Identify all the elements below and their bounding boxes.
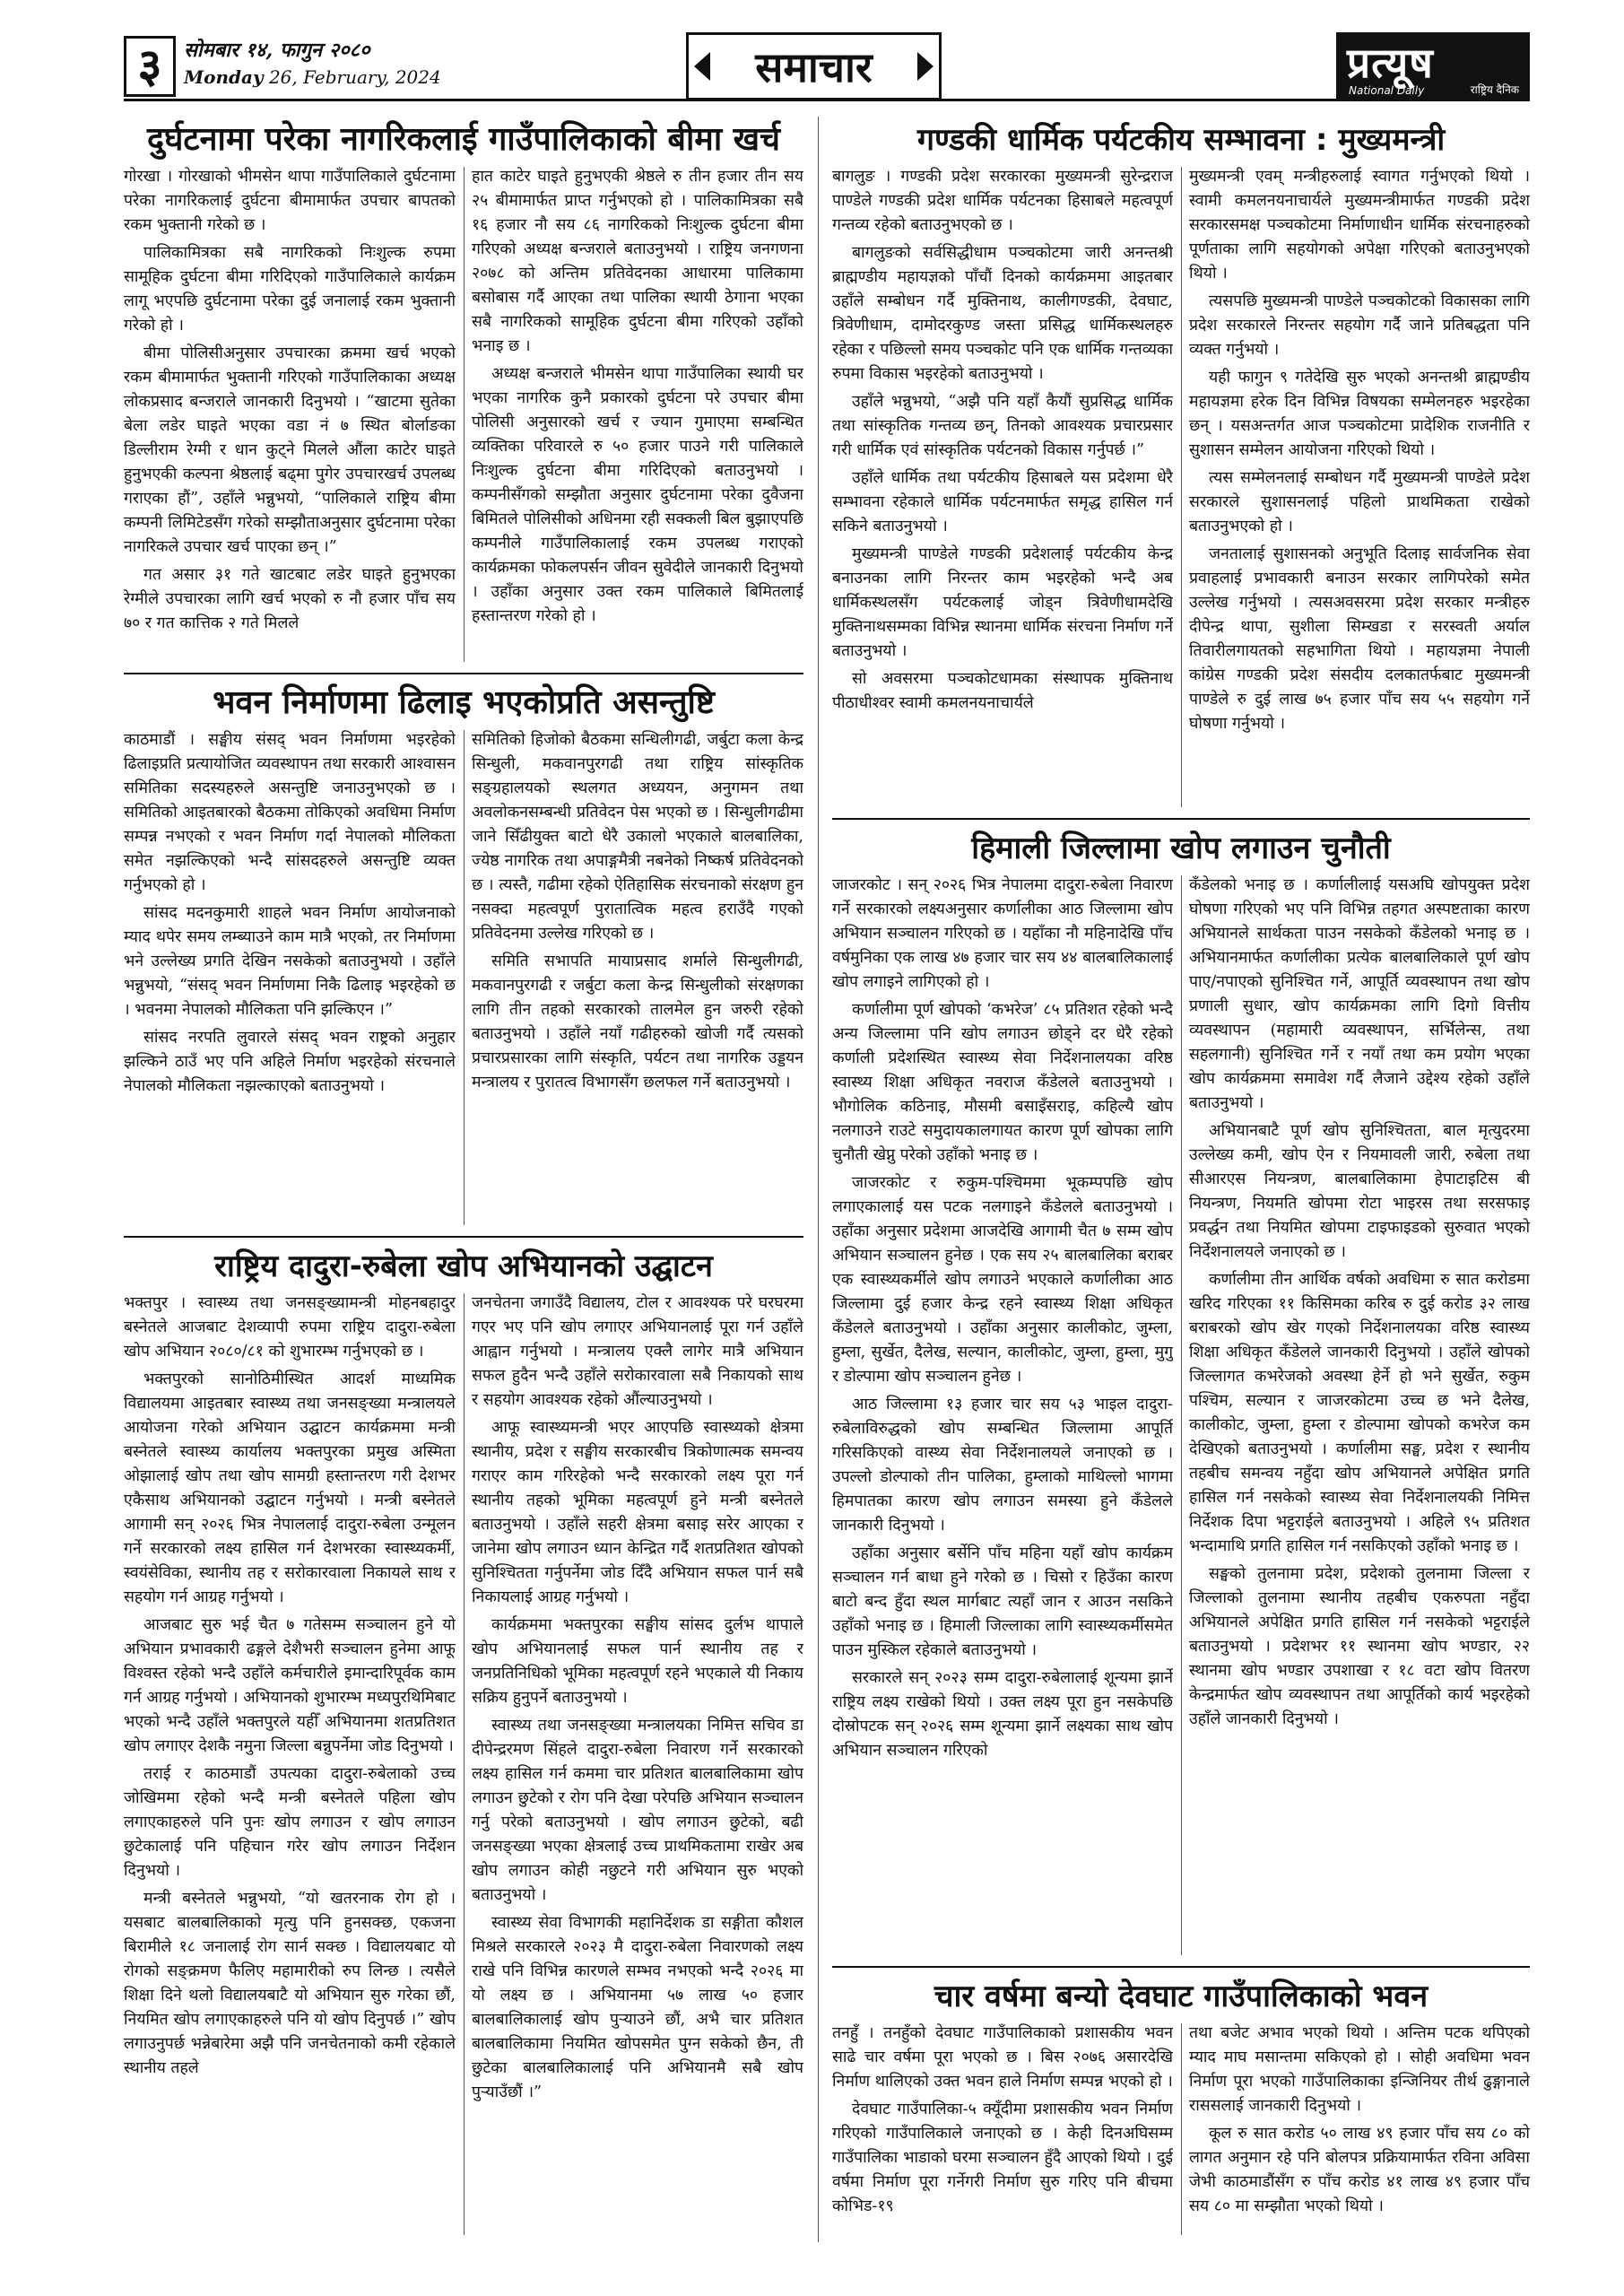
- paragraph: देवघाट गाउँपालिका-५ क्यूँदीमा प्रशासकीय भवन निर्माण गरिएको गाउँपालिकाले जनाएको छ । केही दिनअघिसम्म गाउँपालिका भाडाको घरमा सञ्चालन हुँदै आएको थियो । दुई वर्षमा निर्माण पूरा गर्नेगरी निर्माण सुरु गरिए पनि बीचमा कोभिड-१९: [832, 2100, 1173, 2215]
- gandaki-column-2: [1189, 165, 1530, 811]
- paragraph: बागलुङको सर्वसिद्धीधाम पञ्चकोटमा जारी अनन्तश्री ब्राह्मण्डीय महायज्ञको पाँचौं दिनको कार्यक्रममा आइतबार उहाँले सम्बोधन गर्दै मुक्तिनाथ, कालीगण्डकी, देवघाट, त्रिवेणीधाम, दामोदरकुण्ड जस्ता प्रसिद्ध धार्मिकस्थलहरु रहेका र पछिल्लो समय पञ्चकोट पनि एक धार्मिक गन्तव्यका रुपमा विकास भइरहेको बताउनुभयो ।: [832, 244, 1173, 383]
- paragraph: जाजरकोट र रुकुम-पश्चिममा भूकम्पपछि खोप लगाएकालाई यस पटक नलगाइने कँडेलले बताउनुभयो । उहाँका अनुसार प्रदेशमा आजदेखि आगामी चैत ७ सम्म खोप अभियान सञ्चालन हुनेछ । एक सय २५ बालबालिका बराबर एक स्वास्थ्यकर्मीले खोप लगाउने भएकाले कर्णालीका आठ जिल्लामा दुई हजार केन्द्र रहने स्वास्थ्य शिक्षा अधिकृत कँडेलले बताउनुभयो । उहाँका अनुसार कालीकोट, जुम्ला, हुम्ला, सुर्खेत, दैलेख, सल्यान, कालीकोट, जुम्ला, हुम्ला, मुगु र डोल्पामा खोप सञ्चालन हुनेछ ।: [832, 1174, 1173, 1386]
- gandaki-column-1: [832, 165, 1173, 811]
- article-divider: [832, 1966, 1530, 1968]
- paragraph: गोरखा । गोरखाको भीमसेन थापा गाउँपालिकाले दुर्घटनामा परेका नागरिकलाई दुर्घटना बीमामार्फत उपचार बापतको रकम भुक्तानी गरेको छ ।: [124, 168, 456, 234]
- paragraph: मुख्यमन्त्री एवम् मन्त्रीहरुलाई स्वागत गर्नुभएको थियो । स्वामी कमलनयनाचार्यले मुख्यमन्त्रीमार्फत गण्डकी प्रदेश सरकारसमक्ष पञ्चकोटमा निर्माणाधीन धार्मिक संरचनाहरुको पूर्णताका लागि सहयोगको अपेक्षा गरिएको बताउनुभएको थियो ।: [1189, 168, 1530, 283]
- logo-title: प्रत्यूष: [1347, 39, 1434, 87]
- paragraph: उहाँका अनुसार बर्सेनि पाँच महिना यहाँ खोप कार्यक्रम सञ्चालन गर्न बाधा हुने गरेको छ । चिसो र हिउँका कारण बाटो बन्द हुँदा स्थल मार्गबाट त्यहाँ जान र आउन नसकिने उहाँको भनाइ छ । हिमाली जिल्लाका लागि स्वास्थ्यकर्मीसमेत पाउन मुस्किल रहेकाले बताउनुभयो ।: [832, 1544, 1173, 1659]
- column-divider: [464, 1293, 465, 2235]
- paragraph: कूल रु सात करोड ५० लाख ४९ हजार पाँच सय ८० को लागत अनुमान रहे पनि बोलपत्र प्रक्रियामार्फत रविना अविसा जेभी काठमाडौंसँग रु पाँच करोड ४१ लाख ४९ हजार पाँच सय ८० मा सम्झौता भएको थियो ।: [1189, 2125, 1530, 2215]
- paragraph: आजबाट सुरु भई चैत ७ गतेसम्म सञ्चालन हुने यो अभियान प्रभावकारी ढङ्गले देशैभरी सञ्चालन हुनेमा आफू विश्वस्त रहेको भन्दै उहाँले कर्मचारीले इमान्दारिपूर्वक काम गर्न आग्रह गर्नुभयो । अभियानको शुभारम्भ मध्यपुरथिमिबाट भएको भन्दै उहाँले भक्तपुरले यहीँ अभियानमा शतप्रतिशत खोप लगाएर देशकै नमुना जिल्ला बन्नुपर्नेमा जोड दिनुभयो ।: [124, 1616, 456, 1755]
- paragraph: जनतालाई सुशासनको अनुभूति दिलाइ सार्वजनिक सेवा प्रवाहलाई प्रभावकारी बनाउन सरकार लागिपरेको समेत उल्लेख गर्नुभयो । त्यसअवसरमा प्रदेश सरकार मन्त्रीहरु दीपेन्द्र थापा, सुशीला सिम्खडा र सरस्वती अर्याल तिवारीलगायतको सहभागिता थियो । महायज्ञमा नेपाली कांग्रेस गण्डकी प्रदेश संसदीय दलकातर्फबाट मुख्यमन्त्री पाण्डेले रु दुई लाख ७५ हजार पाँच सय ५५ सहयोग गर्ने घोषणा गर्नुभयो ।: [1189, 545, 1530, 733]
- paragraph: कर्णालीमा पूर्ण खोपको ‘कभरेज’ ८५ प्रतिशत रहेको भन्दै अन्य जिल्लामा पनि खोप लगाउन छोड्ने दर धेरै रहेको कर्णाली प्रदेशस्थित स्वास्थ्य सेवा निर्देशनालयका वरिष्ठ स्वास्थ्य शिक्षा अधिकृत नवराज कँडेलले बताउनुभयो । भौगोलिक कठिनाइ, मौसमी बसाइँसराइ, कहिल्यै खोप नलगाउने राउटे समुदायकालगायत कारण पूर्ण खोपका लागि चुनौती खेप्नु परेको उहाँको भनाइ छ ।: [832, 1001, 1173, 1164]
- headline-building: भवन निर्माणमा ढिलाइ भएकोप्रति असन्तुष्टि: [213, 684, 715, 721]
- logo-tagline-en: National Daily: [1349, 84, 1425, 97]
- devghat-column-2: [1189, 2022, 1530, 2239]
- article-divider: [124, 673, 803, 674]
- vaccine-column-2: [472, 1292, 803, 2239]
- date-english: [184, 66, 441, 88]
- column-divider: [1181, 2023, 1182, 2235]
- paragraph: हात काटेर घाइते हुनुभएकी श्रेष्ठले रु तीन हजार तीन सय २५ बीमामार्फत प्राप्त गर्नुभएको हो । पालिकामित्रका सबै १६ हजार नौ सय ८६ नागरिकको निःशुल्क दुर्घटना बीमा गरिएको अध्यक्ष बन्जराले बताउनुभयो । राष्ट्रिय जनगणना २०७८ को अन्तिम प्रतिवेदनका आधारमा पालिकामा बसोबास गर्दै आएका तथा पालिका स्थायी ठेगाना भएका सबै नागरिकको सामूहिक दुर्घटना बीमा गरिएको उहाँको भनाइ छ ।: [472, 168, 803, 355]
- paragraph: त्यस सम्मेलनलाई सम्बोधन गर्दै मुख्यमन्त्री पाण्डेले प्रदेश सरकारले सुशासनलाई पहिलो प्राथमिकता राखेको बताउनुभएको हो ।: [1189, 469, 1530, 535]
- date-english-day: Monday: [184, 66, 264, 88]
- paragraph: भक्तपुरको सानोठिमीस्थित आदर्श माध्यमिक विद्यालयमा आइतबार स्वास्थ्य तथा जनसङ्ख्या मन्त्रालयले आयोजना गरेको अभियान उद्घाटन कार्यक्रममा मन्त्री बस्नेतले स्वास्थ्य कार्यालय भक्तपुरका प्रमुख अस्मिता ओझालाई खोप तथा खोप सामग्री हस्तान्तरण गरी देशभर एकैसाथ अभियानको उद्घाटन गर्नुभयो । मन्त्री बस्नेतले आगामी सन् २०२६ भित्र नेपाललाई दादुरा-रुबेला उन्मूलन गर्ने सरकारको लक्ष्य हासिल गर्न देशभरका स्वास्थ्यकर्मी, स्वयंसेविका, स्थानीय तह र सरोकारवाला निकायले साथ र सहयोग गर्न आग्रह गर्नुभयो ।: [124, 1370, 456, 1606]
- logo-tagline-np: राष्ट्रिय दैनिक: [1470, 83, 1519, 96]
- page-center-divider: [818, 117, 819, 2242]
- article-divider: [124, 1236, 803, 1238]
- paragraph: बीमा पोलिसीअनुसार उपचारका क्रममा खर्च भएको रकम बीमामार्फत भुक्तानी गरिएको गाउँपालिकाका अध्यक्ष लोकप्रसाद बन्जराले जानकारी दिनुभयो । “खाटमा सुतेका बेला लडेर घाइते भएका वडा नं ७ स्थित बोर्लाङका डिल्लीराम रेग्मी र धान कुट्ने मिलले औंला काटेर घाइते हुनुभएकी कल्पना श्रेष्ठलाई बढ्मा पुगेर उपचारखर्च उपलब्ध गराएका हौं”, उहाँले भन्नुभयो, “पालिकाले राष्ट्रिय बीमा कम्पनी लिमिटेडसँग गरेको सम्झौताअनुसार दुर्घटनामा परेका नागरिकले उपचार खर्च पाएका छन् ।”: [124, 344, 456, 556]
- paragraph: अध्यक्ष बन्जराले भीमसेन थापा गाउँपालिका स्थायी घर भएका नागरिक कुनै प्रकारको दुर्घटना परे उपचार बीमा पोलिसी अनुसारको खर्च र ज्यान गुमाएमा सम्बन्धित व्यक्तिका परिवारले रु ५० हजार पाउने गरी पालिकाले निःशुल्क दुर्घटना बीमा गरिदिएको बताउनुभयो । कम्पनीसँगको सम्झौता अनुसार दुर्घटनामा परेका दुवैजना बिमितले पोलिसीको अधिनमा रही सक्कली बिल बुझाएपछि कम्पनीले गाउँपालिकालाई रकम उपलब्ध गराएको कार्यक्रमका फोकलपर्सन जीवन सुवेदीले जानकारी दिनुभयो । उहाँका अनुसार उक्त रकम पालिकाले बिमितलाई हस्तान्तरण गरेको हो ।: [472, 365, 803, 625]
- date-nepali: सोमबार १४, फागुन २०८०: [184, 39, 370, 62]
- section-label-box: [686, 32, 942, 100]
- paragraph: कर्णालीमा तीन आर्थिक वर्षको अवधिमा रु सात करोडमा खरिद गरिएका ११ किसिमका करिब रु दुई करोड ३२ लाख बराबरको खोप खेर गएको निर्देशनालयका वरिष्ठ स्वास्थ्य शिक्षा अधिकृत कँडेलले जानकारी दिनुभयो । उहाँले खोपको जिल्लागत कभरेजको अवस्था हेर्ने हो भने सुर्खेत, रुकुम पश्चिम, सल्यान र जाजरकोटमा उच्च छ भने दैलेख, कालीकोट, जुम्ला, हुम्ला र डोल्पामा खोपको कभरेज कम देखिएको बताउनुभयो । कर्णालीमा सङ्घ, प्रदेश र स्थानीय तहबीच समन्वय नहुँदा खोप अभियानले अपेक्षित प्रगति हासिल गर्न नसकेको स्वास्थ्य सेवा निर्देशनालयकी निमित्त निर्देशक दिपा भट्टराईले बताउनुभयो । अहिले ९५ प्रतिशत भन्दामाथि प्रगति हासिल गर्न नसकिएको उहाँको भनाइ छ ।: [1189, 1271, 1530, 1555]
- paragraph: सङ्घको तुलनामा प्रदेश, प्रदेशको तुलनामा जिल्ला र जिल्लाको तुलनामा स्थानीय तहबीच एकरुपता नहुँदा अभियानले अपेक्षित प्रगति हासिल गर्न नसकेको भट्टराईले बताउनुभयो । प्रदेशभर ११ स्थानमा खोप भण्डार, २२ स्थानमा खोप भण्डार उपशाखा र १८ वटा खोप वितरण केन्द्रमार्फत खोप व्यवस्थापन तथा आपूर्तिको कार्य भइरहेको उहाँले जानकारी दिनुभयो ।: [1189, 1565, 1530, 1728]
- paragraph: सांसद नरपति लुवारले संसद् भवन राष्ट्रको अनुहार झल्किने ठाउँ भए पनि अहिले निर्माण भइरहेको संरचनाले नेपालको मौलिकता नझल्काएको बताउनुभयो ।: [124, 1029, 456, 1095]
- himali-column-2: [1189, 874, 1530, 1959]
- paragraph: सांसद मदनकुमारी शाहले भवन निर्माण आयोजनाको म्याद थपेर समय लम्ब्याउने काम मात्रै भएको, तर निर्माणमा भने उल्लेख्य प्रगति देखिन नसकेको बताउनुभयो । उहाँले भन्नुभयो, “संसद् भवन निर्माणमा निकै ढिलाइ भइरहेको छ । भवनमा नेपालको मौलिकता पनि झल्किएन ।”: [124, 904, 456, 1019]
- insurance-column-2: [472, 165, 803, 665]
- devghat-column-1: [832, 2022, 1173, 2239]
- paragraph: पालिकामित्रका सबै नागरिकको निःशुल्क रुपमा सामूहिक दुर्घटना बीमा गरिदिएको गाउँपालिकाले कार्यक्रम लागू भएपछि दुर्घटनामा परेका दुई जनालाई रकम भुक्तानी गरेको हो ।: [124, 244, 456, 335]
- arrow-left-icon: [694, 52, 710, 81]
- paragraph: यही फागुन ९ गतेदेखि सुरु भएको अनन्तश्री ब्राह्मण्डीय महायज्ञमा हरेक दिन विभिन्न विषयका सम्मेलनहरु भइरहेका छन् । यसअन्तर्गत आज पञ्चकोटमा प्रादेशिक राजनीति र सुशासन सम्मेलन आयोजना गरिएको थियो ।: [1189, 369, 1530, 459]
- paragraph: त्यसपछि मुख्यमन्त्री पाण्डेले पञ्चकोटको विकासका लागि प्रदेश सरकारले निरन्तर सहयोग गर्दै जाने प्रतिबद्धता पनि व्यक्त गर्नुभयो ।: [1189, 292, 1530, 359]
- masthead-rule: [124, 99, 1530, 101]
- paragraph: गत असार ३१ गते खाटबाट लडेर घाइते हुनुभएका रेग्मीले उपचारका लागि खर्च भएको रु नौ हजार पाँच सय ७० र गत कात्तिक २ गते मिलले: [124, 566, 456, 632]
- paragraph: सो अवसरमा पञ्चकोटधामका संस्थापक मुक्तिनाथ पीठाधीश्वर स्वामी कमलनयनाचार्यले: [832, 670, 1173, 712]
- paragraph: जाजरकोट । सन् २०२६ भित्र नेपालमा दादुरा-रुबेला निवारण गर्ने सरकारको लक्ष्यअनुसार कर्णालीका आठ जिल्लामा खोप अभियान सञ्चालन गरिएको छ । यहाँका नौ महिनादेखि पाँच वर्षमुनिका एक लाख ४७ हजार चार सय ४४ बालबालिकालाई खोप लगाइने लागिएको हो ।: [832, 876, 1173, 991]
- column-divider: [464, 730, 465, 1225]
- himali-column-1: [832, 874, 1173, 1959]
- paragraph: तथा बजेट अभाव भएको थियो । अन्तिम पटक थपिएको म्याद माघ मसान्तमा सकिएको हो । सोही अवधिमा भवन निर्माण पूरा भएको गाउँपालिकाका इन्जिनियर तीर्थ ढुङ्गानाले राससलाई जानकारी दिनुभयो ।: [1189, 2024, 1530, 2115]
- column-divider: [1181, 167, 1182, 807]
- section-label: समाचार: [755, 43, 873, 91]
- paragraph: जनचेतना जगाउँदै विद्यालय, टोल र आवश्यक परे घरघरमा गएर भए पनि खोप लगाएर अभियानलाई पूरा गर्न उहाँले आह्वान गर्नुभयो । मन्त्रालय एक्लै लागेर मात्रै अभियान सफल हुदैन भन्दै उहाँले सरोकारवाला सबै निकायको साथ र सहयोग आवश्यक रहेको औंल्याउनुभयो ।: [472, 1294, 803, 1409]
- paragraph: कँडेलको भनाइ छ । कर्णालीलाई यसअघि खोपयुक्त प्रदेश घोषणा गरिएको भए पनि विभिन्न तहगत अस्पष्टताका कारण अभियानले सार्थकता पाउन नसकेको कँडेलको भनाइ छ । अभियानमार्फत कर्णालीका प्रत्येक बालबालिकाले पूर्ण खोप पाए/नपाएको सुनिश्चित गर्ने, आपूर्ति व्यवस्थापन तथा खोप प्रणाली सुधार, खोप कार्यक्रमका लागि दिगो वित्तीय व्यवस्थापन (महामारी व्यवस्थापन, सर्भिलेन्स, तथा सहलगानी) सुनिश्चित गर्ने र नयाँ तथा कम प्रयोग भएका खोप कार्यक्रममा समावेश गर्दै लैजाने उद्देश्य रहेको उहाँले बताउनुभयो ।: [1189, 876, 1530, 1112]
- column-divider: [464, 167, 465, 662]
- paragraph: बागलुङ । गण्डकी प्रदेश सरकारका मुख्यमन्त्री सुरेन्द्रराज पाण्डेले गण्डकी प्रदेश धार्मिक पर्यटनका हिसाबले महत्वपूर्ण गन्तव्य रहेको बताउनुभएको छ ।: [832, 168, 1173, 234]
- headline-insurance: दुर्घटनामा परेका नागरिकलाई गाउँपालिकाको बीमा खर्च: [147, 121, 780, 158]
- arrow-right-icon: [917, 52, 934, 81]
- page-number: ३: [124, 36, 176, 97]
- building-column-1: [124, 728, 456, 1229]
- paragraph: समिति सभापति मायाप्रसाद शर्माले सिन्धुलीगढी, मकवानपुरगढी र जर्बुटा कला केन्द्र सिन्धुलीको संरक्षणका लागि तीन तहको सरकारको तालमेल हुन जरुरी रहेको बताउनुभयो । उहाँले नयाँ गढीहरुको खोजी गर्दै त्यसको प्रचारप्रसारका लागि संस्कृति, पर्यटन तथा नागरिक उड्डयन मन्त्रालय र पुरातत्व विभागसँग छलफल गर्ने बताउनुभयो ।: [472, 952, 803, 1091]
- headline-himali: हिमाली जिल्लामा खोप लगाउन चुनौती: [971, 831, 1391, 866]
- date-english-rest: 26, February, 2024: [268, 66, 441, 88]
- headline-vaccine: राष्ट्रिय दादुरा-रुबेला खोप अभियानको उद्घाटन: [214, 1248, 713, 1284]
- paragraph: उहाँले भन्नुभयो, “अझै पनि यहाँ कैयौं सुप्रसिद्ध धार्मिक तथा सांस्कृतिक गन्तव्य छन्, तिनको आवश्यक प्रचारप्रसार गरी धार्मिक एवं सांस्कृतिक पर्यटनको विकास गर्नुपर्छ ।”: [832, 393, 1173, 459]
- paragraph: कार्यक्रममा भक्तपुरका सङ्घीय सांसद दुर्लभ थापाले खोप अभियानलाई सफल पार्न स्थानीय तह र जनप्रतिनिधिको भूमिका महत्वपूर्ण रहने भएकाले यी निकाय सक्रिय हुनुपर्ने बताउनुभयो ।: [472, 1616, 803, 1707]
- paragraph: उहाँले धार्मिक तथा पर्यटकीय हिसाबले यस प्रदेशमा धेरै सम्भावना रहेकाले धार्मिक पर्यटनमार्फत समृद्ध हासिल गर्न सकिने बताउनुभयो ।: [832, 469, 1173, 535]
- paragraph: तनहुँ । तनहुँको देवघाट गाउँपालिकाको प्रशासकीय भवन साढे चार वर्षमा पूरा भएको छ । बिस २०७६ असारदेखि निर्माण थालिएको उक्त भवन हाले निर्माण सम्पन्न भएको हो ।: [832, 2024, 1173, 2091]
- vaccine-column-1: [124, 1292, 456, 2239]
- paragraph: मुख्यमन्त्री पाण्डेले गण्डकी प्रदेशलाई पर्यटकीय केन्द्र बनाउनका लागि निरन्तर काम भइरहेको भन्दै अब धार्मिकस्थलसँग पर्यटकलाई जोड्न त्रिवेणीधामदेखि मुक्तिनाथसम्मका विभिन्न स्थानमा धार्मिक संरचना निर्माण गर्ने बताउनुभयो ।: [832, 545, 1173, 660]
- paragraph: अभियानबाटै पूर्ण खोप सुनिश्चितता, बाल मृत्युदरमा उल्लेख्य कमी, खोप ऐन र नियमावली जारी, रुबेला तथा सीआरएस नियन्त्रण, बालबालिकामा हेपाटाइटिस बी नियन्त्रण, नियमति खोपमा रोटा भाइरस तथा सरसफाइ प्रवर्द्धन तथा नियमित खोपमा टाइफाइडको सुरुवात भएको निर्देशनालयले जनाएको छ ।: [1189, 1122, 1530, 1261]
- paragraph: तराई र काठमाडौं उपत्यका दादुरा-रुबेलाको उच्च जोखिममा रहेको भन्दै मन्त्री बस्नेतले पहिला खोप लगाएकाहरुले पनि पुनः खोप लगाउन र खोप लगाउन छुटेकालाई पनि पहिचान गरेर खोप लगाउन निर्देशन दिनुभयो ।: [124, 1765, 456, 1880]
- paragraph: आफू स्वास्थ्यमन्त्री भएर आएपछि स्वास्थ्यको क्षेत्रमा स्थानीय, प्रदेश र सङ्घीय सरकारबीच त्रिकोणात्मक समन्वय गराएर काम गरिरहेको भन्दै सरकारको लक्ष्य पूरा गर्न स्थानीय तहको भूमिका महत्वपूर्ण हुने मन्त्री बस्नेतले बताउनुभयो । उहाँले सहरी क्षेत्रमा बसाइ सरेर आएका र जानेमा खोप लगाउन ध्यान केन्द्रित गर्दै शतप्रतिशत खोपको सुनिश्चितता गर्नुपर्नेमा जोड दिँदै अभियान सफल पार्न सबै निकायलाई आग्रह गर्नुभयो ।: [472, 1419, 803, 1606]
- dateline: [184, 36, 441, 88]
- paragraph: स्वास्थ्य सेवा विभागकी महानिर्देशक डा सङ्गीता कौशल मिश्रले सरकारले २०२३ मै दादुरा-रुबेला निवारणको लक्ष्य राखे पनि विभिन्न कारणले सम्भव नभएको भन्दै २०२६ मा यो लक्ष्य छ । अभियानमा ५७ लाख ५० हजार बालबालिकालाई खोप पुऱ्याउने छौं, अभै चार प्रतिशत बालबालिकामा नियमित खोपसमेत पुग्न सकेको छैन, ती छुटेका बालबालिकालाई पनि अभियानमै सबै खोप पुऱ्याउँछौं ।”: [472, 1914, 803, 2101]
- paragraph: काठमाडौं । सङ्घीय संसद् भवन निर्माणमा भइरहेको ढिलाइप्रति प्रत्यायोजित व्यवस्थापन तथा सरकारी आश्वासन समितिका सदस्यहरुले असन्तुष्टि जनाउनुभएको छ । समितिको आइतबारको बैठकमा तोकिएको अवधिमा निर्माण सम्पन्न नभएको र भवन निर्माण गर्दा नेपालको मौलिकता समेत नझल्किएको भन्दै सांसदहरुले असन्तुष्टि व्यक्त गर्नुभएको हो ।: [124, 731, 456, 894]
- paragraph: मन्त्री बस्नेतले भन्नुभयो, “यो खतरनाक रोग हो । यसबाट बालबालिकाको मृत्यु पनि हुनसक्छ, एकजना बिरामीले १८ जनालाई रोग सार्न सक्छ । विद्यालयबाट यो रोगको सङ्क्रमण फैलिए महामारीको रुप लिन्छ । त्यसैले शिक्षा दिने थलो विद्यालयबाटै यो अभियान सुरु गरेका छौं, नियमित खोप लगाएकाहरुले पनि यो खोप दिनुपर्छ ।” खोप लगाउनुपर्छ भन्नेबारेमा अझै पनि जनचेतनाको कमी रहेकाले स्थानीय तहले: [124, 1890, 456, 2077]
- paragraph: स्वास्थ्य तथा जनसङ्ख्या मन्त्रालयका निमित्त सचिव डा दीपेन्द्ररमण सिंहले दादुरा-रुबेला निवारण गर्ने सरकारको लक्ष्य हासिल गर्न कममा चार प्रतिशत बालबालिकामा खोप लगाउन छुटेको र रोग पनि देखा परेपछि अभियान सञ्चालन गर्नु परेको बताउनुभयो । खोप लगाउन छुटेको, बढी जनसङ्ख्या भएका क्षेत्रलाई उच्च प्राथमिकतामा राखेर अब खोप लगाउन कोही नछुटने गरी अभियान सुरु भएको बताउनुभयो ।: [472, 1717, 803, 1904]
- paragraph: समितिको हिजोको बैठकमा सन्धिलीगढी, जर्बुटा कला केन्द्र सिन्धुली, मकवानपुरगढी तथा राष्ट्रिय सांस्कृतिक सङ्ग्रहालयको स्थलगत अध्ययन, अनुगमन तथा अवलोकनसम्बन्धी प्रतिवेदन पेस भएको छ । सिन्धुलीगढीमा जाने सिँढीयुक्त बाटो धेरै उकालो भएकाले बालबालिका, ज्येष्ठ नागरिक तथा अपाङ्गमैत्री नबनेको निष्कर्ष प्रतिवेदनको छ । त्यस्तै, गढीमा रहेको ऐतिहासिक संरचनाको संरक्षण हुन नसक्दा महत्वपूर्ण पुरातात्विक महत्व हराउँदै गएको प्रतिवेदनमा उल्लेख गरिएको छ ।: [472, 731, 803, 943]
- newspaper-logo: [1336, 32, 1530, 100]
- paragraph: सरकारले सन् २०२३ सम्म दादुरा-रुबेलालाई शून्यमा झार्ने राष्ट्रिय लक्ष्य राखेको थियो । उक्त लक्ष्य पूरा हुन नसकेपछि दोस्रोपटक सन् २०२६ सम्म शून्यमा झार्ने लक्ष्यका साथ खोप अभियान सञ्चालन गरिएको: [832, 1669, 1173, 1760]
- building-column-2: [472, 728, 803, 1229]
- article-divider: [832, 818, 1530, 820]
- paragraph: भक्तपुर । स्वास्थ्य तथा जनसङ्ख्यामन्त्री मोहनबहादुर बस्नेतले आजबाट देशव्यापी रुपमा राष्ट्रिय दादुरा-रुबेला खोप अभियान २०८०/८१ को शुभारम्भ गर्नुभएको छ ।: [124, 1294, 456, 1361]
- column-divider: [1181, 875, 1182, 1955]
- headline-gandaki: गण्डकी धार्मिक पर्यटकीय सम्भावना : मुख्यमन्त्री: [916, 122, 1446, 158]
- paragraph: आठ जिल्लामा १३ हजार चार सय ५३ भाइल दादुरा-रुबेलाविरुद्धको खोप सम्बन्धित जिल्लामा आपूर्ति गरिसकिएको वास्थ्य सेवा निर्देशनालयले जनाएको छ । उपल्लो डोल्पाको तीन पालिका, हुम्लाको माथिल्लो भागमा हिमपातका कारण खोप लगाउन समस्या हुने कँडेलले जानकारी दिनुभयो ।: [832, 1396, 1173, 1535]
- insurance-column-1: [124, 165, 456, 665]
- headline-devghat: चार वर्षमा बन्यो देवघाट गाउँपालिकाको भवन: [934, 1979, 1429, 2014]
